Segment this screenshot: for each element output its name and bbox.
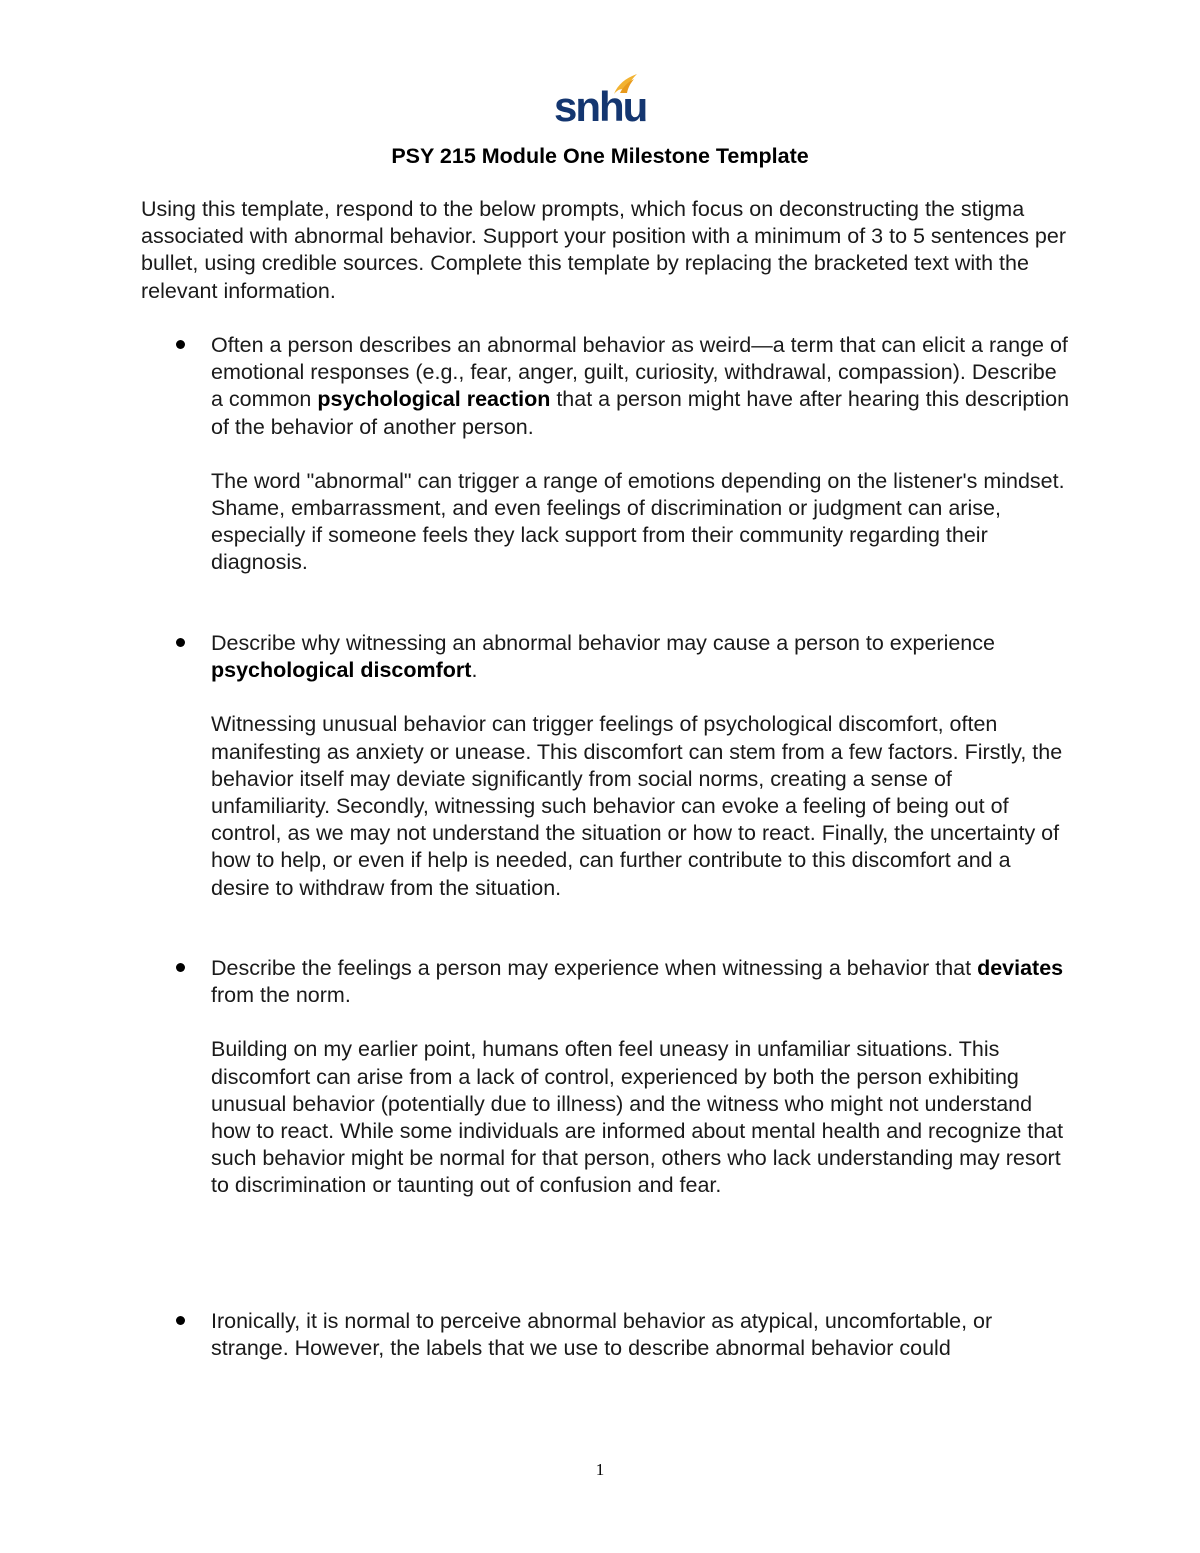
list-item [211,955,1071,1200]
prompt-text: Ironically, it is normal to perceive abnormal behavior as atypical, uncomfortable, or strange. However, the labels that we use to describe abnormal behavior could [211,1309,993,1361]
list-item [211,630,1071,902]
bullet-icon [176,1316,185,1325]
answer-text: Building on my earlier point, humans often feel uneasy in unfamiliar situations. This discomfort can arise from a lack of control, experienced by both the person exhibiting unusual behavior (potentially due to illness) and the witness who might not understand how to react. While some individuals are informed about mental health and recognize that such behavior might be normal for that person, others who lack understanding may resort to discrimination or taunting out of confusion and fear. [211,1037,1064,1198]
prompt-text: Often a person describes an abnormal behavior as weird—a term that can elicit a range of emotional responses (e.g., fear, anger, guilt, curiosity, withdrawal, compassion). Describe a common psychological reaction that a person might have after hearing this description of the behavior of another person. [211,333,1070,439]
bullet-icon [176,340,185,349]
snhu-logo [554,72,647,132]
answer-text: The word "abnormal" can trigger a range of emotions depending on the listener's mindset. Shame, embarrassment, and even feelings of discrimination or judgment can arise, especially if someone feels they lack support from their community regarding their diagnosis. [211,468,1065,575]
intro-paragraph: Using this template, respond to the below prompts, which focus on deconstructing the stigma associated with abnormal behavior. Support your position with a minimum of 3 to 5 sentences per bullet, using credible sources. Complete this template by replacing the bracketed text with the relevant information. [141,197,1066,303]
bullet-icon [176,638,185,647]
prompt-emphasis: psychological discomfort [211,658,472,683]
prompt-text: Describe why witnessing an abnormal behavior may cause a person to experience psychological discomfort. [211,631,995,683]
list-item [211,1308,1071,1362]
answer-text: Witnessing unusual behavior can trigger feelings of psychological discomfort, often manifesting as anxiety or unease. This discomfort can stem from a few factors. Firstly, the behavior itself may deviate significantly from social norms, creating a sense of unfamiliarity. Secondly, witnessing such behavior can evoke a feeling of being out of control, as we may not understand the situation or how to react. Finally, the uncertainty of how to help, or even if help is needed, can further contribute to this discomfort and a desire to withdraw from the situation. [211,712,1063,900]
list-item [211,332,1071,577]
bullet-icon [176,963,185,972]
prompt-emphasis: psychological reaction [317,387,551,412]
prompt-text: Describe the feelings a person may experience when witnessing a behavior that deviates from the norm. [211,956,1064,1008]
prompt-emphasis: deviates [977,956,1064,980]
document-title: PSY 215 Module One Milestone Template [391,144,809,168]
logo-wordmark: snhu [554,83,647,130]
page-number: 1 [595,1460,605,1479]
